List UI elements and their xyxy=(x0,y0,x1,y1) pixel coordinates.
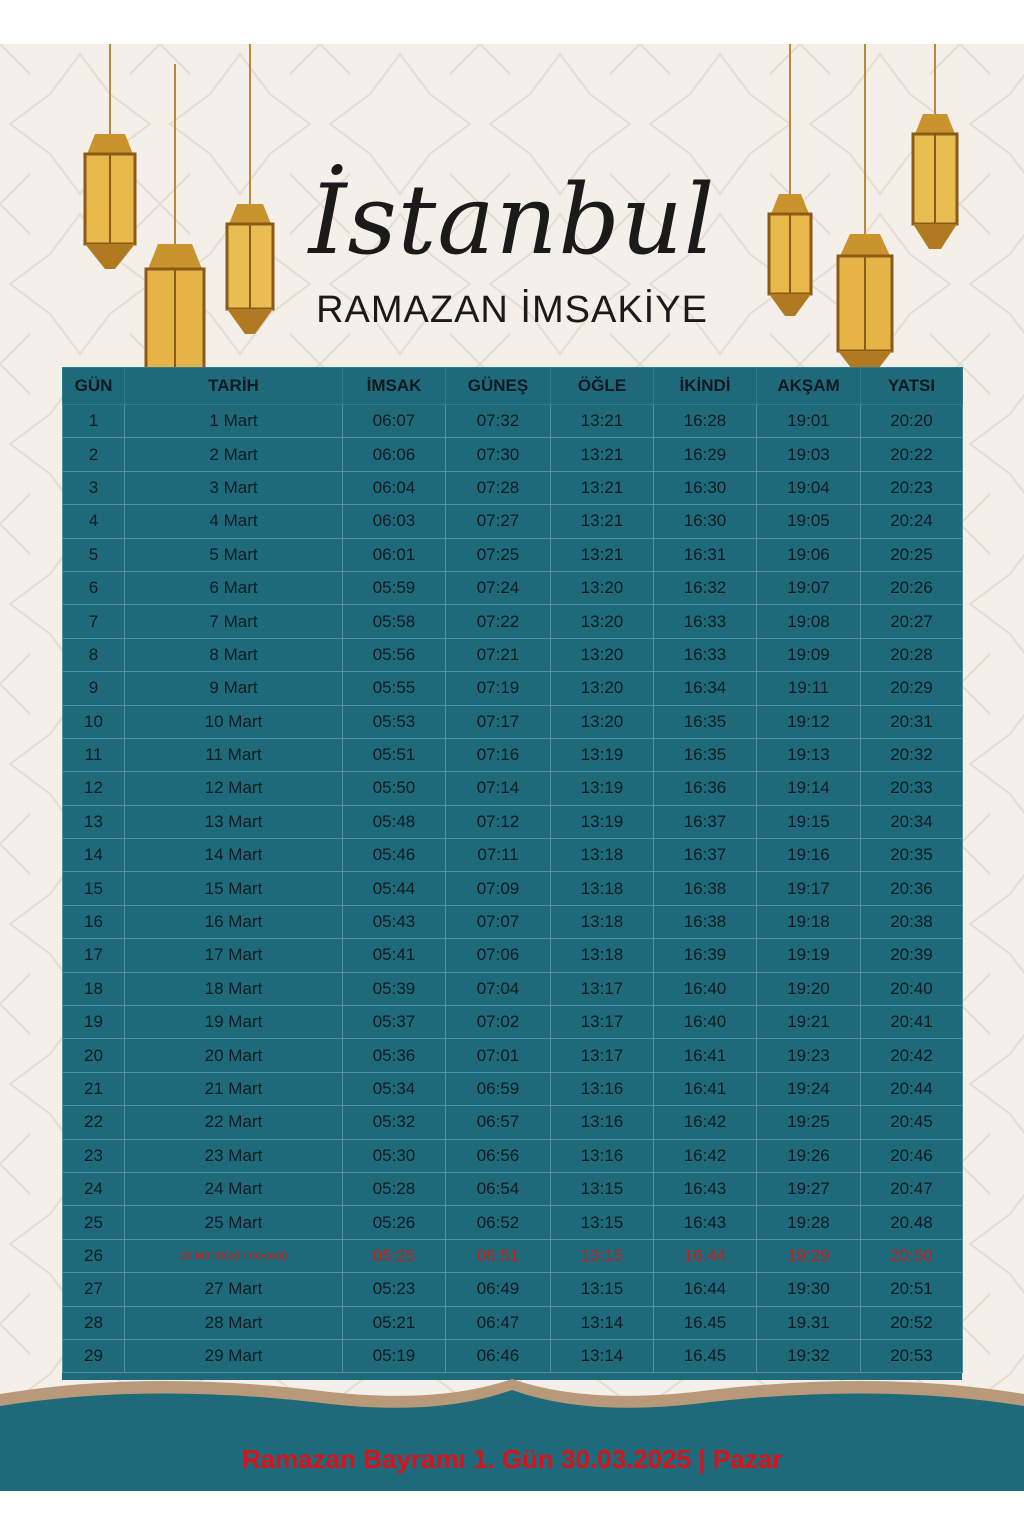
day-cell: 3 xyxy=(63,471,125,504)
time-cell: 19:17 xyxy=(757,872,861,905)
time-cell: 20:40 xyxy=(861,972,963,1005)
day-cell: 15 xyxy=(63,872,125,905)
time-cell: 13:15 xyxy=(551,1273,654,1306)
time-cell: 16:41 xyxy=(654,1072,757,1105)
bayram-date-text: Ramazan Bayramı 1. Gün 30.03.2025 | Pazar xyxy=(241,1444,783,1474)
time-cell: 20:42 xyxy=(861,1039,963,1072)
time-cell: 16:32 xyxy=(654,571,757,604)
table-header-row xyxy=(63,368,963,405)
time-cell: 13:16 xyxy=(551,1106,654,1139)
date-cell: 24 Mart xyxy=(125,1172,343,1205)
time-cell: 13:21 xyxy=(551,438,654,471)
time-cell: 19:01 xyxy=(757,405,861,438)
date-cell: 1 Mart xyxy=(125,405,343,438)
table-row xyxy=(63,1072,963,1105)
day-cell: 14 xyxy=(63,839,125,872)
poster xyxy=(0,44,1024,1491)
time-cell: 13:19 xyxy=(551,805,654,838)
time-cell: 19:07 xyxy=(757,571,861,604)
time-cell: 16.45 xyxy=(654,1306,757,1339)
table-row xyxy=(63,1273,963,1306)
time-cell: 19:32 xyxy=(757,1339,861,1372)
time-cell: 20:22 xyxy=(861,438,963,471)
time-cell: 16:43 xyxy=(654,1172,757,1205)
time-cell: 05:19 xyxy=(343,1339,446,1372)
time-cell: 20:51 xyxy=(861,1273,963,1306)
time-cell: 13:20 xyxy=(551,705,654,738)
time-cell: 07:17 xyxy=(446,705,551,738)
time-cell: 07:14 xyxy=(446,772,551,805)
time-cell: 06:04 xyxy=(343,471,446,504)
date-cell: 26 Mart(Kadir Gecesi) xyxy=(125,1239,343,1272)
time-cell: 13:18 xyxy=(551,905,654,938)
time-cell: 06:01 xyxy=(343,538,446,571)
date-cell: 19 Mart xyxy=(125,1006,343,1039)
time-cell: 05:41 xyxy=(343,939,446,972)
city-title: İstanbul xyxy=(308,164,716,276)
day-cell: 4 xyxy=(63,505,125,538)
date-cell: 28 Mart xyxy=(125,1306,343,1339)
time-cell: 05:23 xyxy=(343,1273,446,1306)
time-cell: 20:50 xyxy=(861,1239,963,1272)
time-cell: 07:32 xyxy=(446,405,551,438)
time-cell: 13:19 xyxy=(551,772,654,805)
time-cell: 13:14 xyxy=(551,1339,654,1372)
day-cell: 9 xyxy=(63,672,125,705)
time-cell: 16:36 xyxy=(654,772,757,805)
date-cell: 22 Mart xyxy=(125,1106,343,1139)
day-cell: 13 xyxy=(63,805,125,838)
column-header: İKİNDİ xyxy=(654,368,757,405)
time-cell: 19:13 xyxy=(757,738,861,771)
table-row xyxy=(63,772,963,805)
time-cell: 16:31 xyxy=(654,538,757,571)
time-cell: 06:07 xyxy=(343,405,446,438)
time-cell: 05:55 xyxy=(343,672,446,705)
time-cell: 13:14 xyxy=(551,1306,654,1339)
time-cell: 13:17 xyxy=(551,1039,654,1072)
time-cell: 06:47 xyxy=(446,1306,551,1339)
date-cell: 4 Mart xyxy=(125,505,343,538)
time-cell: 07:30 xyxy=(446,438,551,471)
day-cell: 7 xyxy=(63,605,125,638)
time-cell: 05:58 xyxy=(343,605,446,638)
time-cell: 20:34 xyxy=(861,805,963,838)
time-cell: 16:44 xyxy=(654,1273,757,1306)
time-cell: 16:33 xyxy=(654,638,757,671)
day-cell: 6 xyxy=(63,571,125,604)
day-cell: 12 xyxy=(63,772,125,805)
table-row xyxy=(63,705,963,738)
time-cell: 13:18 xyxy=(551,872,654,905)
time-cell: 16:42 xyxy=(654,1106,757,1139)
time-cell: 20:29 xyxy=(861,672,963,705)
column-header: ÖĞLE xyxy=(551,368,654,405)
time-cell: 19:12 xyxy=(757,705,861,738)
time-cell: 19:03 xyxy=(757,438,861,471)
page-subtitle: RAMAZAN İMSAKİYE xyxy=(316,289,708,331)
time-cell: 05:50 xyxy=(343,772,446,805)
date-cell: 2 Mart xyxy=(125,438,343,471)
time-cell: 07:28 xyxy=(446,471,551,504)
time-cell: 05:28 xyxy=(343,1172,446,1205)
time-cell: 06:52 xyxy=(446,1206,551,1239)
time-cell: 16:29 xyxy=(654,438,757,471)
time-cell: 13:20 xyxy=(551,605,654,638)
time-cell: 20:23 xyxy=(861,471,963,504)
table-row xyxy=(63,1139,963,1172)
column-header: GÜNEŞ xyxy=(446,368,551,405)
time-cell: 19:30 xyxy=(757,1273,861,1306)
day-cell: 29 xyxy=(63,1339,125,1372)
time-cell: 19:21 xyxy=(757,1006,861,1039)
time-cell: 13:15 xyxy=(551,1206,654,1239)
column-header: İMSAK xyxy=(343,368,446,405)
table-row xyxy=(63,805,963,838)
time-cell: 20:53 xyxy=(861,1339,963,1372)
time-cell: 16:39 xyxy=(654,939,757,972)
time-cell: 05:34 xyxy=(343,1072,446,1105)
time-cell: 19:16 xyxy=(757,839,861,872)
time-cell: 06:51 xyxy=(446,1239,551,1272)
time-cell: 07:01 xyxy=(446,1039,551,1072)
date-cell: 29 Mart xyxy=(125,1339,343,1372)
time-cell: 16:40 xyxy=(654,1006,757,1039)
time-cell: 13:15 xyxy=(551,1172,654,1205)
time-cell: 20:20 xyxy=(861,405,963,438)
table-row xyxy=(63,1039,963,1072)
time-cell: 07:19 xyxy=(446,672,551,705)
table-row xyxy=(63,438,963,471)
date-cell: 7 Mart xyxy=(125,605,343,638)
time-cell: 19:14 xyxy=(757,772,861,805)
time-cell: 20:26 xyxy=(861,571,963,604)
time-cell: 06:57 xyxy=(446,1106,551,1139)
time-cell: 16:30 xyxy=(654,505,757,538)
table-row xyxy=(63,1239,963,1272)
time-cell: 06:54 xyxy=(446,1172,551,1205)
day-cell: 18 xyxy=(63,972,125,1005)
time-cell: 13:16 xyxy=(551,1072,654,1105)
day-cell: 1 xyxy=(63,405,125,438)
time-cell: 19:15 xyxy=(757,805,861,838)
day-cell: 8 xyxy=(63,638,125,671)
time-cell: 13:20 xyxy=(551,672,654,705)
time-cell: 19:06 xyxy=(757,538,861,571)
time-cell: 19:11 xyxy=(757,672,861,705)
time-cell: 05:43 xyxy=(343,905,446,938)
day-cell: 2 xyxy=(63,438,125,471)
time-cell: 07:11 xyxy=(446,839,551,872)
day-cell: 22 xyxy=(63,1106,125,1139)
table-row xyxy=(63,1339,963,1372)
time-cell: 16:40 xyxy=(654,972,757,1005)
date-cell: 17 Mart xyxy=(125,939,343,972)
time-cell: 07:22 xyxy=(446,605,551,638)
time-cell: 20:31 xyxy=(861,705,963,738)
time-cell: 05:26 xyxy=(343,1206,446,1239)
date-cell: 5 Mart xyxy=(125,538,343,571)
table-row xyxy=(63,638,963,671)
time-cell: 05:39 xyxy=(343,972,446,1005)
column-header: AKŞAM xyxy=(757,368,861,405)
day-cell: 26 xyxy=(63,1239,125,1272)
date-cell: 13 Mart xyxy=(125,805,343,838)
time-cell: 16:38 xyxy=(654,905,757,938)
time-cell: 13:18 xyxy=(551,839,654,872)
time-cell: 07:12 xyxy=(446,805,551,838)
time-cell: 19:26 xyxy=(757,1139,861,1172)
date-cell: 12 Mart xyxy=(125,772,343,805)
column-header: GÜN xyxy=(63,368,125,405)
time-cell: 20:52 xyxy=(861,1306,963,1339)
date-cell: 25 Mart xyxy=(125,1206,343,1239)
day-cell: 21 xyxy=(63,1072,125,1105)
table-row xyxy=(63,872,963,905)
date-cell: 23 Mart xyxy=(125,1139,343,1172)
time-cell: 20:28 xyxy=(861,638,963,671)
time-cell: 20:35 xyxy=(861,839,963,872)
time-cell: 06:59 xyxy=(446,1072,551,1105)
day-cell: 10 xyxy=(63,705,125,738)
date-cell: 16 Mart xyxy=(125,905,343,938)
time-cell: 16:37 xyxy=(654,805,757,838)
day-cell: 11 xyxy=(63,738,125,771)
day-cell: 25 xyxy=(63,1206,125,1239)
table-row xyxy=(63,405,963,438)
table-row xyxy=(63,1306,963,1339)
column-header: YATSI xyxy=(861,368,963,405)
time-cell: 19:27 xyxy=(757,1172,861,1205)
date-cell: 14 Mart xyxy=(125,839,343,872)
time-cell: 16:43 xyxy=(654,1206,757,1239)
table-row xyxy=(63,605,963,638)
time-cell: 06:49 xyxy=(446,1273,551,1306)
time-cell: 16:42 xyxy=(654,1139,757,1172)
time-cell: 05:44 xyxy=(343,872,446,905)
day-cell: 20 xyxy=(63,1039,125,1072)
time-cell: 19.31 xyxy=(757,1306,861,1339)
time-cell: 16:35 xyxy=(654,705,757,738)
table-row xyxy=(63,972,963,1005)
prayer-times-table xyxy=(62,367,962,1380)
time-cell: 16:30 xyxy=(654,471,757,504)
time-cell: 19:08 xyxy=(757,605,861,638)
time-cell: 20:33 xyxy=(861,772,963,805)
date-cell: 15 Mart xyxy=(125,872,343,905)
time-cell: 13:16 xyxy=(551,1139,654,1172)
time-cell: 20:24 xyxy=(861,505,963,538)
time-cell: 20:47 xyxy=(861,1172,963,1205)
time-cell: 13:21 xyxy=(551,505,654,538)
time-cell: 07:07 xyxy=(446,905,551,938)
time-cell: 16:34 xyxy=(654,672,757,705)
time-cell: 05:37 xyxy=(343,1006,446,1039)
day-cell: 27 xyxy=(63,1273,125,1306)
time-cell: 16:44 xyxy=(654,1239,757,1272)
time-cell: 20:27 xyxy=(861,605,963,638)
day-cell: 24 xyxy=(63,1172,125,1205)
table-body xyxy=(63,405,963,1373)
time-cell: 19:24 xyxy=(757,1072,861,1105)
date-cell: 9 Mart xyxy=(125,672,343,705)
day-cell: 5 xyxy=(63,538,125,571)
time-cell: 05:53 xyxy=(343,705,446,738)
time-cell: 06:56 xyxy=(446,1139,551,1172)
time-cell: 05:51 xyxy=(343,738,446,771)
time-cell: 19:05 xyxy=(757,505,861,538)
table-row xyxy=(63,505,963,538)
time-cell: 19:29 xyxy=(757,1239,861,1272)
time-cell: 05:48 xyxy=(343,805,446,838)
table-row xyxy=(63,738,963,771)
time-cell: 13:21 xyxy=(551,405,654,438)
time-cell: 05:32 xyxy=(343,1106,446,1139)
day-cell: 23 xyxy=(63,1139,125,1172)
time-cell: 05:30 xyxy=(343,1139,446,1172)
time-cell: 13:20 xyxy=(551,638,654,671)
date-cell: 21 Mart xyxy=(125,1072,343,1105)
day-cell: 19 xyxy=(63,1006,125,1039)
time-cell: 06:46 xyxy=(446,1339,551,1372)
time-cell: 20:45 xyxy=(861,1106,963,1139)
table-row xyxy=(63,538,963,571)
table-row xyxy=(63,1172,963,1205)
table-row xyxy=(63,672,963,705)
time-cell: 16.45 xyxy=(654,1339,757,1372)
time-cell: 05:46 xyxy=(343,839,446,872)
time-cell: 19:04 xyxy=(757,471,861,504)
time-cell: 16:33 xyxy=(654,605,757,638)
time-cell: 20:36 xyxy=(861,872,963,905)
table-row xyxy=(63,1006,963,1039)
table-row xyxy=(63,571,963,604)
day-cell: 17 xyxy=(63,939,125,972)
day-cell: 16 xyxy=(63,905,125,938)
table-row xyxy=(63,839,963,872)
time-cell: 19:23 xyxy=(757,1039,861,1072)
table-row xyxy=(63,1206,963,1239)
time-cell: 13:15 xyxy=(551,1239,654,1272)
time-cell: 05:59 xyxy=(343,571,446,604)
time-cell: 07:25 xyxy=(446,538,551,571)
time-cell: 07:16 xyxy=(446,738,551,771)
time-cell: 07:06 xyxy=(446,939,551,972)
time-cell: 06:03 xyxy=(343,505,446,538)
time-cell: 13:19 xyxy=(551,738,654,771)
date-cell: 10 Mart xyxy=(125,705,343,738)
time-cell: 13:17 xyxy=(551,972,654,1005)
table-row xyxy=(63,471,963,504)
time-cell: 20:32 xyxy=(861,738,963,771)
time-cell: 20:25 xyxy=(861,538,963,571)
time-cell: 19:20 xyxy=(757,972,861,1005)
time-cell: 07:04 xyxy=(446,972,551,1005)
date-cell: 11 Mart xyxy=(125,738,343,771)
table-row xyxy=(63,905,963,938)
date-cell: 6 Mart xyxy=(125,571,343,604)
time-cell: 20:38 xyxy=(861,905,963,938)
time-cell: 07:02 xyxy=(446,1006,551,1039)
day-cell: 28 xyxy=(63,1306,125,1339)
time-cell: 16:38 xyxy=(654,872,757,905)
time-cell: 20:44 xyxy=(861,1072,963,1105)
time-cell: 05:25 xyxy=(343,1239,446,1272)
time-cell: 07:21 xyxy=(446,638,551,671)
time-cell: 19:28 xyxy=(757,1206,861,1239)
time-cell: 06:06 xyxy=(343,438,446,471)
time-cell: 05:56 xyxy=(343,638,446,671)
time-cell: 20.48 xyxy=(861,1206,963,1239)
time-cell: 05:36 xyxy=(343,1039,446,1072)
time-cell: 16:37 xyxy=(654,839,757,872)
time-cell: 19:18 xyxy=(757,905,861,938)
date-cell: 27 Mart xyxy=(125,1273,343,1306)
time-cell: 19:25 xyxy=(757,1106,861,1139)
time-cell: 16:41 xyxy=(654,1039,757,1072)
time-cell: 13:18 xyxy=(551,939,654,972)
date-cell: 3 Mart xyxy=(125,471,343,504)
time-cell: 13:21 xyxy=(551,538,654,571)
time-cell: 13:17 xyxy=(551,1006,654,1039)
time-cell: 07:24 xyxy=(446,571,551,604)
column-header: TARİH xyxy=(125,368,343,405)
time-cell: 20:41 xyxy=(861,1006,963,1039)
time-cell: 05:21 xyxy=(343,1306,446,1339)
table-row xyxy=(63,939,963,972)
time-cell: 07:27 xyxy=(446,505,551,538)
time-cell: 20:46 xyxy=(861,1139,963,1172)
time-cell: 16:35 xyxy=(654,738,757,771)
time-cell: 13:21 xyxy=(551,471,654,504)
time-cell: 20:39 xyxy=(861,939,963,972)
date-cell: 8 Mart xyxy=(125,638,343,671)
time-cell: 16:28 xyxy=(654,405,757,438)
date-cell: 18 Mart xyxy=(125,972,343,1005)
table-row xyxy=(63,1106,963,1139)
time-cell: 07:09 xyxy=(446,872,551,905)
time-cell: 19:19 xyxy=(757,939,861,972)
time-cell: 19:09 xyxy=(757,638,861,671)
time-cell: 13:20 xyxy=(551,571,654,604)
date-cell: 20 Mart xyxy=(125,1039,343,1072)
